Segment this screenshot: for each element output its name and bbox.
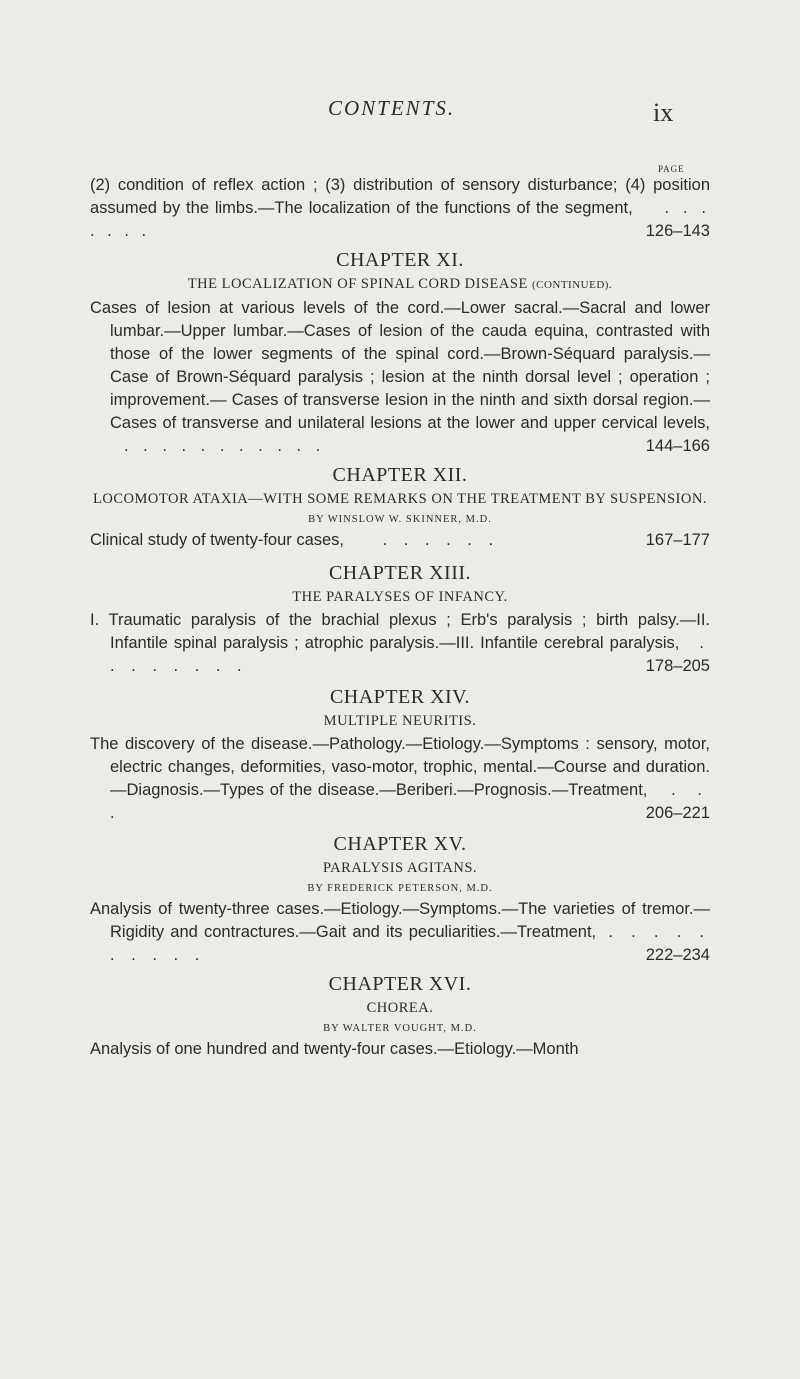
contents-entry bbox=[90, 898, 710, 967]
dot-leader: . . . . . . . bbox=[90, 199, 710, 240]
chapter-author: BY FREDERICK PETERSON, M.D. bbox=[307, 883, 493, 894]
chapter-author: BY WINSLOW W. SKINNER, M.D. bbox=[308, 514, 492, 525]
page-column-label: PAGE bbox=[658, 164, 685, 174]
page-range: 206–221 bbox=[645, 804, 710, 822]
chapter-heading: CHAPTER XII. bbox=[332, 464, 468, 486]
chapter-heading: CHAPTER XIV. bbox=[329, 686, 471, 708]
contents-entry bbox=[90, 174, 710, 243]
subject-suffix: (CONTINUED). bbox=[531, 279, 613, 291]
entry-text: Clinical study of twenty-four cases, bbox=[90, 531, 345, 549]
page-number: ix bbox=[653, 98, 674, 127]
page-range: 222–234 bbox=[645, 946, 710, 964]
contents-entry bbox=[90, 733, 710, 825]
chapter-heading: CHAPTER XV. bbox=[333, 833, 467, 855]
chapter-subject: CHOREA. bbox=[366, 1000, 434, 1016]
entry-text: The discovery of the disease.—Pathology.—Etiology.—Symptoms : sensory, motor, electric changes, deformities, vaso-motor, trophic, mental.—Course and duration.—Diagnosis.—Types of the disease.—Beriberi.—Prognosis.—Treatment, bbox=[90, 735, 710, 799]
running-title: CONTENTS. bbox=[328, 96, 456, 120]
contents-entry bbox=[90, 529, 710, 552]
entry-text: Analysis of one hundred and twenty-four cases.—Etiology.—Month bbox=[90, 1040, 579, 1058]
page-range: 144–166 bbox=[645, 437, 710, 455]
entry-text: Analysis of twenty-three cases.—Etiology.—Symptoms.—The varieties of tremor.—Rigidity and contractures.—Gait and its peculiarities.—Treatment, bbox=[90, 900, 710, 941]
chapter-subject: MULTIPLE NEURITIS. bbox=[323, 713, 477, 729]
chapter-subject: LOCOMOTOR ATAXIA—WITH SOME REMARKS ON THE TREATMENT BY SUSPENSION. bbox=[93, 491, 707, 507]
dot-leader: . . . . . . . . bbox=[110, 634, 710, 675]
dot-leader: . . . . . . . . . . . bbox=[124, 437, 326, 455]
chapter-heading: CHAPTER XVI. bbox=[328, 973, 472, 995]
entry-text: Cases of lesion at various levels of the cord.—Lower sacral.—Sacral and lower lumbar.—Upper lumbar.—Cases of lesion of the cauda equina, contrasted with those of the lower segments of the spinal cord.—Brown-Séquard paralysis.—Case of Brown-Séquard paralysis ; lesion at the ninth dorsal level ; operation ; improvement.— Cases of transverse lesion in the ninth and sixth dorsal region.— Cases of transverse and unilateral lesions at the lower and upper cervical levels, bbox=[90, 299, 710, 432]
dot-leader: . . . . . . . . . . bbox=[110, 923, 711, 964]
running-head bbox=[0, 96, 800, 132]
contents-entry bbox=[90, 297, 710, 458]
dot-leader: . . . bbox=[110, 781, 710, 822]
subject-text: THE LOCALIZATION OF SPINAL CORD DISEASE bbox=[187, 276, 528, 292]
chapter-subject bbox=[70, 273, 730, 297]
dot-leader: . . . . . . bbox=[382, 531, 500, 549]
chapter-subject: THE PARALYSES OF INFANCY. bbox=[292, 589, 508, 605]
chapter-heading: CHAPTER XI. bbox=[336, 249, 464, 271]
chapter-author: BY WALTER VOUGHT, M.D. bbox=[323, 1023, 477, 1034]
entry-text: (2) condition of reflex action ; (3) distribution of sensory disturbance; (4) position assumed by the limbs.—The localization of the functions of the segment, bbox=[90, 176, 710, 217]
contents-entry bbox=[90, 609, 710, 678]
chapter-subject: PARALYSIS AGITANS. bbox=[322, 860, 478, 876]
page-range: 126–143 bbox=[645, 222, 710, 240]
contents-list bbox=[90, 174, 710, 1061]
chapter-heading: CHAPTER XIII. bbox=[328, 562, 472, 584]
contents-entry bbox=[90, 1038, 710, 1061]
page-range: 167–177 bbox=[645, 531, 710, 549]
page-range: 178–205 bbox=[645, 657, 710, 675]
entry-text: I. Traumatic paralysis of the brachial plexus ; Erb's paralysis ; birth palsy.—II. Infantile spinal paralysis ; atrophic paralysis.—III. Infantile cerebral paralysis, bbox=[90, 611, 710, 652]
